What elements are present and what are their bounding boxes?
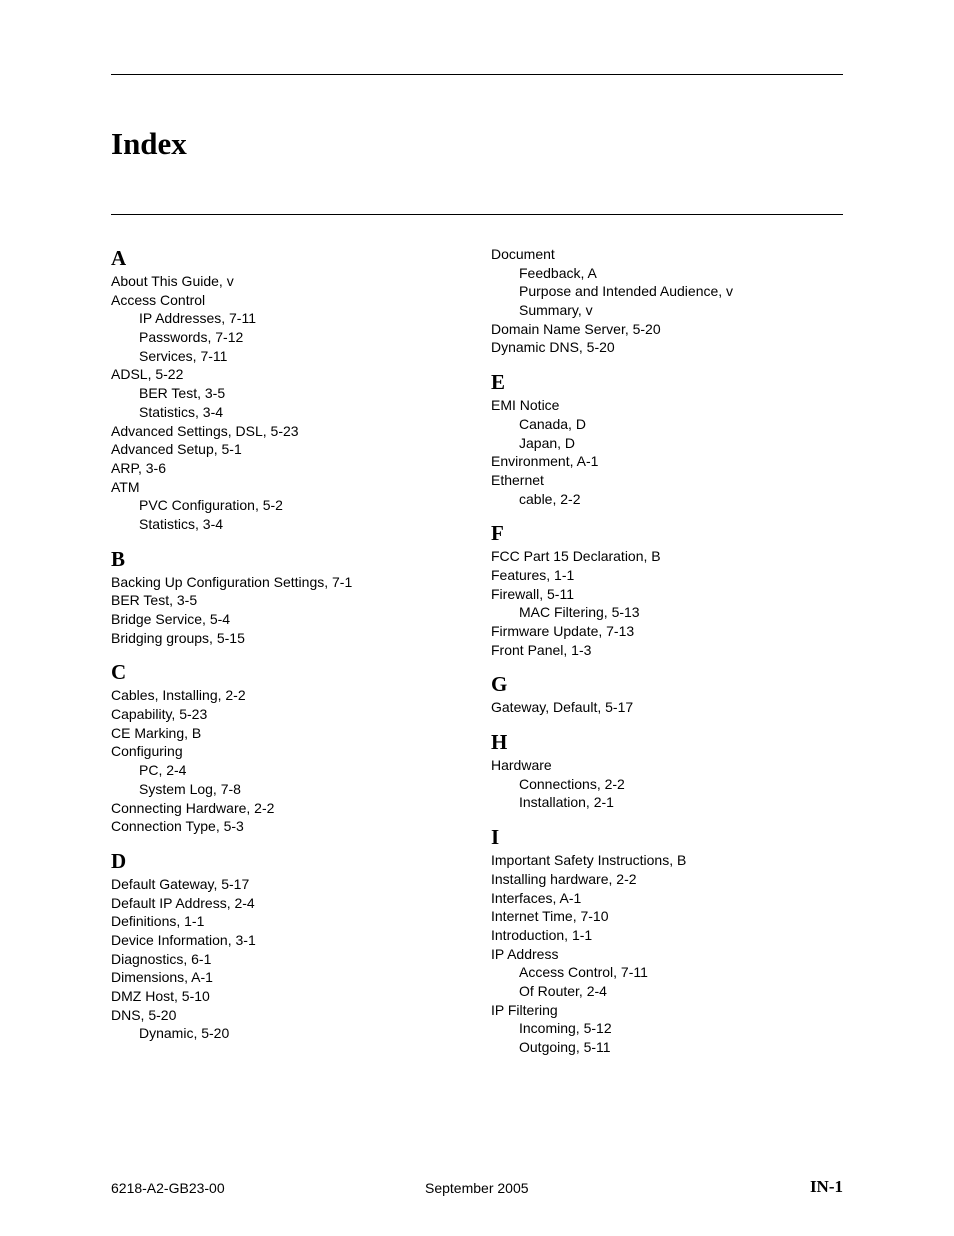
index-letter-heading: F xyxy=(491,521,504,546)
index-entry: Advanced Setup, 5-1 xyxy=(111,441,242,458)
index-entry: ARP, 3-6 xyxy=(111,459,166,476)
index-entry: Default Gateway, 5-17 xyxy=(111,875,250,892)
index-letter-heading: I xyxy=(491,825,500,850)
index-letter-heading: E xyxy=(491,370,506,395)
index-subentry: IP Addresses, 7-11 xyxy=(139,310,256,327)
page-title: Index xyxy=(111,126,187,161)
index-entry: Document xyxy=(491,246,555,262)
index-subentry: Of Router, 2-4 xyxy=(519,982,607,999)
index-entry: Firewall, 5-11 xyxy=(491,585,574,602)
index-subentry: Feedback, A xyxy=(519,264,597,281)
index-column-left xyxy=(111,244,471,1043)
index-subentry: Canada, D xyxy=(519,415,586,432)
index-subentry: BER Test, 3-5 xyxy=(139,385,226,402)
page-number: IN-1 xyxy=(809,1177,843,1196)
index-letter-heading: G xyxy=(491,672,508,697)
index-entry: BER Test, 3-5 xyxy=(111,592,198,609)
index-entry: ADSL, 5-22 xyxy=(111,366,184,383)
index-entry: Bridging groups, 5-15 xyxy=(111,629,245,646)
index-subentry: Installation, 2-1 xyxy=(519,794,614,811)
index-subentry: Access Control, 7-11 xyxy=(519,964,648,981)
index-entry: Ethernet xyxy=(491,471,544,488)
index-entry: Gateway, Default, 5-17 xyxy=(491,699,634,716)
top-divider xyxy=(111,74,843,75)
index-entry: IP Address xyxy=(491,945,559,962)
index-entry: Introduction, 1-1 xyxy=(491,926,593,943)
index-entry: FCC Part 15 Declaration, B xyxy=(491,548,661,565)
index-entry: Device Information, 3-1 xyxy=(111,931,256,948)
index-entry: DMZ Host, 5-10 xyxy=(111,988,210,1004)
title-divider xyxy=(111,214,843,215)
index-entry: Configuring xyxy=(111,743,183,760)
index-subentry: Passwords, 7-12 xyxy=(139,329,244,346)
index-entry: Advanced Settings, DSL, 5-23 xyxy=(111,422,299,439)
index-subentry: cable, 2-2 xyxy=(519,490,581,507)
index-letter-heading: A xyxy=(111,246,127,270)
index-entry: Connecting Hardware, 2-2 xyxy=(111,799,275,816)
index-column-right xyxy=(491,245,851,1057)
section-spacer xyxy=(491,659,851,670)
index-entry: Interfaces, A-1 xyxy=(491,889,582,906)
section-spacer xyxy=(491,357,851,368)
index-entry: Installing hardware, 2-2 xyxy=(491,870,637,887)
index-entry: About This Guide, v xyxy=(111,273,234,289)
index-entry: Important Safety Instructions, B xyxy=(491,852,687,869)
index-subentry: System Log, 7-8 xyxy=(139,780,241,797)
index-entry: DNS, 5-20 xyxy=(111,1006,177,1023)
section-spacer xyxy=(491,508,851,519)
index-entry: Dimensions, A-1 xyxy=(111,969,213,986)
index-subentry: Statistics, 3-4 xyxy=(139,515,224,532)
index-subentry: Services, 7-11 xyxy=(139,347,228,364)
index-entry: IP Filtering xyxy=(491,1001,558,1018)
index-subentry: Dynamic, 5-20 xyxy=(139,1025,230,1042)
index-entry: Features, 1-1 xyxy=(491,566,575,583)
index-entry: Internet Time, 7-10 xyxy=(491,908,609,925)
section-spacer xyxy=(491,717,851,728)
index-entry: Backing Up Configuration Settings, 7-1 xyxy=(111,573,353,590)
index-subentry: Connections, 2-2 xyxy=(519,775,625,792)
index-subentry: MAC Filtering, 5-13 xyxy=(519,604,640,621)
index-subentry: PC, 2-4 xyxy=(139,762,187,779)
index-subentry: Incoming, 5-12 xyxy=(519,1020,612,1037)
index-entry: Diagnostics, 6-1 xyxy=(111,950,212,967)
index-subentry: Summary, v xyxy=(519,302,593,319)
index-letter-heading: B xyxy=(111,546,126,571)
section-spacer xyxy=(111,836,471,847)
section-spacer xyxy=(111,647,471,658)
index-subentry: Japan, D xyxy=(519,434,576,451)
index-entry: Cables, Installing, 2-2 xyxy=(111,687,246,704)
index-entry: EMI Notice xyxy=(491,397,560,414)
index-entry: Environment, A-1 xyxy=(491,453,599,470)
index-letter-heading: H xyxy=(491,730,508,755)
index-subentry: Statistics, 3-4 xyxy=(139,403,224,420)
document-number: 6218-A2-GB23-00 xyxy=(111,1180,225,1196)
index-subentry: Purpose and Intended Audience, v xyxy=(519,283,734,300)
index-entry: Domain Name Server, 5-20 xyxy=(491,320,661,337)
index-entry: ATM xyxy=(111,478,140,495)
index-letter-heading: C xyxy=(111,660,127,685)
index-subentry: PVC Configuration, 5-2 xyxy=(139,497,283,514)
index-entry: Bridge Service, 5-4 xyxy=(111,611,231,627)
index-entry: Default IP Address, 2-4 xyxy=(111,894,255,911)
publication-date: September 2005 xyxy=(425,1180,529,1196)
index-entry: Hardware xyxy=(491,757,552,774)
index-entry: Connection Type, 5-3 xyxy=(111,818,244,835)
index-entry: Capability, 5-23 xyxy=(111,706,208,723)
index-entry: Access Control xyxy=(111,291,206,308)
index-entry: Definitions, 1-1 xyxy=(111,913,205,930)
index-entry: CE Marking, B xyxy=(111,724,202,741)
index-letter-heading: D xyxy=(111,848,127,873)
index-entry: Front Panel, 1-3 xyxy=(491,641,592,658)
index-entry: Firmware Update, 7-13 xyxy=(491,623,635,639)
section-spacer xyxy=(491,812,851,823)
index-entry: Dynamic DNS, 5-20 xyxy=(491,339,615,356)
index-subentry: Outgoing, 5-11 xyxy=(519,1039,611,1055)
section-spacer xyxy=(111,534,471,545)
